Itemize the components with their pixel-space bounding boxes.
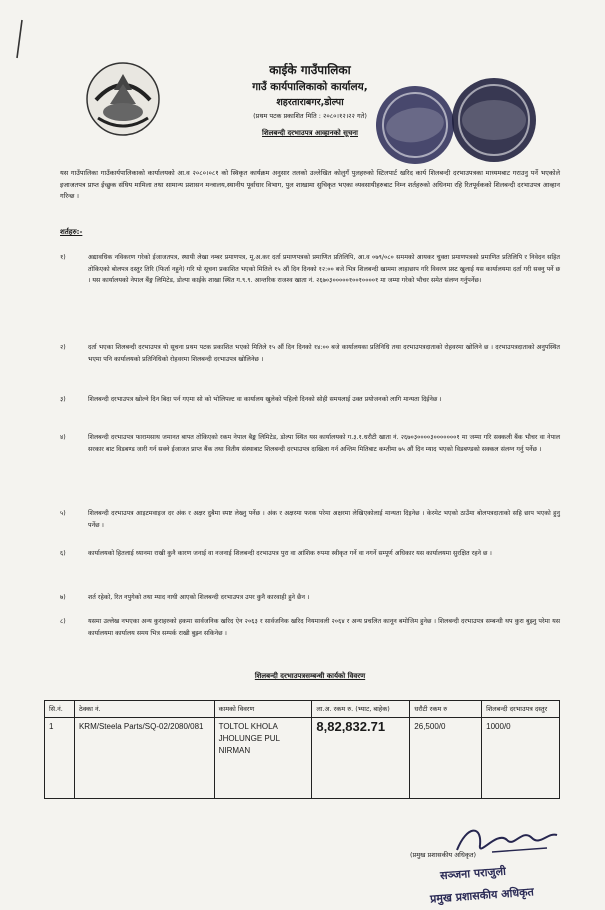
condition-item xyxy=(60,592,560,604)
column-header: धरौटी रकम रु xyxy=(410,701,482,718)
condition-number: ५) xyxy=(60,510,66,517)
condition-item xyxy=(60,616,560,639)
condition-number: ४) xyxy=(60,434,66,441)
condition-text: यसमा उल्लेख नभएका अन्य कुराहरुको हकमा सार्वजनिक खरिद ऐन २०६३ र सार्वजनिक खरिद नियमावली २०६४ र अन्य प्रचलित कानून बमोजिम हुनेछ । शिलबन्दी दरभाउपत्र सम्बन्धी थप कुरा बुझ्नु परेमा यस कार्यालयमा कार्यालय समय भित्र सम्पर्क राखी बुझ्न सकिनेछ । xyxy=(88,618,560,637)
table-header-row xyxy=(45,701,560,718)
signatory-role: (प्रमुख प्रशासकीय अधिकृत) xyxy=(410,851,477,859)
condition-text: शर्त रहेको, रित नपुगेको तथा म्याद नाघी आएको शिलबन्दी दरभाउपत्र उपर कुनै कारवाही हुने छैन । xyxy=(88,594,310,601)
work-description-cell: TOLTOL KHOLA JHOLUNGE PUL NIRMAN xyxy=(214,718,312,799)
condition-item xyxy=(60,548,560,560)
condition-text: कार्यालयको हितलाई ध्यानमा राखी कुनै कारण जनाई वा नजनाई शिलबन्दी दरभाउपत्र पुरा वा आंशिक रुपमा स्वीकृत गर्ने वा नगर्ने सम्पूर्ण अधिकार यस कार्यालयमा सुरक्षित रहने छ । xyxy=(88,550,492,557)
condition-item xyxy=(60,394,560,406)
signatory-office: प्रमुख प्रशासकीय अधिकृत xyxy=(429,885,535,906)
condition-number: ८) xyxy=(60,618,66,625)
condition-item xyxy=(60,342,560,365)
condition-number: २) xyxy=(60,344,66,351)
condition-text: शिलबन्दी दरभाउपत्र फारामसाथ जमानत बापत तोकिएको रकम नेपाल बैङ्क लिमिटेड, डोल्पा स्थित यस कार्यालयको ग.३.१.धरौटी खाता नं. २६७०३००००३०००००००१ मा जम्मा गरि सक्कली बैंक भौचर वा नेपाल सरकार बाट विडबण्ड जारी गर्न सक्ने ईजाजत प्राप्त बैंक तथा वितीय संस्थाबाट शिलबन्दी दरभाउपत्र दाखिला गर्न अन्तिम मितिबाट कम्तीमा ७५ औं दिन म्याद भएको विडबण्डको सक्कल संलग्न गर्नु पर्नेछ । xyxy=(88,434,560,453)
condition-item xyxy=(60,252,560,287)
table-row xyxy=(45,718,560,799)
contract-number-cell: KRM/Steela Parts/SQ-02/2080/081 xyxy=(74,718,214,799)
estimate-amount-cell: 8,82,832.71 xyxy=(312,718,410,799)
notice-title: शिलबन्दी दरभाउपत्र आव्हानको सूचना xyxy=(262,129,358,137)
municipality-name: काईके गाउँपालिका xyxy=(269,63,351,77)
table-title: शिलबन्दी दरभाउपत्रसम्बन्धी कार्यको विवरण xyxy=(254,672,366,680)
intro-paragraph: यस गाउँपालिका गाउँकार्यपालिकाको कार्यालयको आ.व २०८०।०८१ को स्विकृत कार्यक्रम अनुसार तलको उल्लेखित कोलुगँ पुलहरुको स्टिलपार्ट खरिद कार्य शिलबन्दी दरभाउपत्रका माध्यमबाट गराउनु पर्ने भएकोले इजाजतपत्र प्राप्त ईच्छुक संघिय मामिला तथा सामान्य प्रशासन मन्त्रालय,स्थानीय पूर्वाधार विभाग, पुल शाखामा सुचिकृत भएका व्यवसायीहरुबाट निम्न शर्तहरुको अधिनमा रहि रितपूर्वकको शिलबन्दी दरभाउपत्र आव्हान गरिन्छ । xyxy=(60,169,560,201)
government-emblem-icon xyxy=(84,60,162,138)
bid-fee-cell: 1000/0 xyxy=(482,718,560,799)
terms-heading: शर्तहरु:- xyxy=(60,228,83,236)
signatory-name: सञ्जना पराजुली xyxy=(439,864,507,883)
condition-number: ७) xyxy=(60,594,66,601)
pen-mark xyxy=(14,18,24,60)
condition-text: शिलबन्दी दरभाउपत्र आइटमवाइज दर अंक र अक्षर दुबैमा स्पष्ट लेख्नु पर्नेछ । अंक र अक्षरमा फरक परेमा अक्षरमा लेखिएकोलाई मान्यता दिइनेछ । केरमेट भएको ठाउँमा बोलपत्रदाताको सहि छाप भएको हुनु पर्नेछ । xyxy=(88,510,560,529)
column-header: कामको विवरण xyxy=(214,701,312,718)
column-header: ला.अ. रकम रु. (भ्याट, बाहेक) xyxy=(312,701,410,718)
serial-number-cell: 1 xyxy=(45,718,75,799)
condition-number: ६) xyxy=(60,550,66,557)
condition-number: ३) xyxy=(60,396,66,403)
condition-text: दर्ता भएका शिलबन्दी दरभाउपत्र यो सूचना प्रथम पटक प्रकाशित भएको मितिले १५ औं दिन दिनको १४:०० बजे कार्यालयका प्रतिनिधि तथा दरभाउपत्रदाताको रोहवरमा खोलिने छ । दरभाउपत्रदाताको अनुपस्थित भएमा पनि कार्यालयको प्रतिनिधिको रोहवरमा शिलबन्दी दरभाउपत्र खोलिनेछ । xyxy=(88,344,560,363)
work-details-table xyxy=(44,700,560,799)
office-name: गाउँ कार्यपालिकाको कार्यालय, xyxy=(252,81,368,93)
condition-text: शिलबन्दी दरभाउपत्र खोल्ने दिन बिदा पर्न गएमा सो को भोलिपल्ट वा कार्यालय खुलेको पहिलो दिनको सोही समयलाई उक्त प्रयोजनको लागि मान्यता दिईनेछ । xyxy=(88,396,442,403)
office-location: शहरताराबगर,डोल्पा xyxy=(276,97,344,108)
condition-item xyxy=(60,432,560,455)
municipality-seal xyxy=(452,78,536,162)
condition-text: अद्यावधिक नविकरण गरेको ईजाजतपत्र, स्थायी लेखा नम्बर प्रमाणपत्र, मू.अ.कर दर्ता प्रमाणपत्रको प्रमाणित प्रतिलिपि, आ.व ०७९/०८० सममको आयकर चुक्ता प्रमाणपत्रको प्रमाणित प्रतिलिपि र निवेदन सहित तोकिएको बोलपत्र दस्तुर तिरि (फिर्ता नहुने) गरि यो सूचना प्रकाशित भएको मितिले १५ औं दिन दिनको १२:०० बजे भित्र शिलबन्दी खाममा लाहाछाप गरि विवरण प्रस्ट खुलाई यस कार्यालयमा दर्ता गरी सक्नु पर्ने छ । यस कार्यालयको नेपाल बैंङ्ग लिमिटेड, डोल्पा काईके शाखा स्थित ग.९.९. आन्तरिक राजश्व खाता नं. २६७०३०००००१००१००००१ मा जम्मा गरेको भौचर समेत संलग्न गर्नुपर्नेछ। xyxy=(88,254,560,285)
publication-date: (प्रथम पटक प्रकाशित मिति : २०८०।१२।२२ गते) xyxy=(253,112,367,120)
condition-item xyxy=(60,508,560,531)
column-header: सि.नं. xyxy=(45,701,75,718)
deposit-amount-cell: 26,500/0 xyxy=(410,718,482,799)
condition-number: १) xyxy=(60,254,66,261)
column-header: शिलबन्दी दरभाउपत्र दस्तुर xyxy=(482,701,560,718)
column-header: ठेक्का नं. xyxy=(74,701,214,718)
